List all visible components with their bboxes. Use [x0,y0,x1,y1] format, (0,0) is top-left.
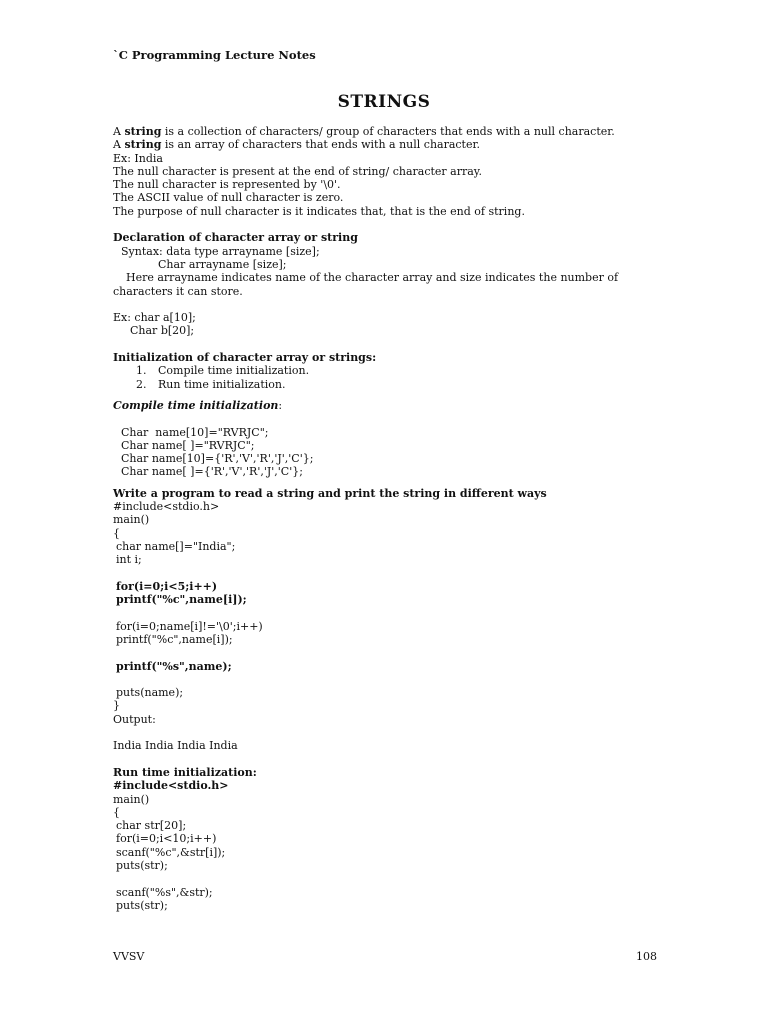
code-line: scanf("%c",&str[i]); [116,845,226,859]
footer-author: VVSV [113,950,145,963]
code-line: int i; [116,553,142,567]
page-number: 108 [636,950,657,963]
definition-prefix: A [113,125,125,138]
code-line: main() [113,513,150,527]
code-line: main() [113,792,150,806]
declaration-explanation: Here arrayname indicates name of the character array and size indicates the number of characters it can store. [113,271,619,298]
definition-line-2 [113,138,658,151]
program-heading: Write a program to read a string and print the string in different ways [113,486,547,500]
definition-term: string [124,125,162,138]
code-line-bold: printf("%s",name); [116,659,232,673]
code-line: puts(str); [116,898,168,912]
initialization-heading: Initialization of character array or strings: [113,351,377,365]
code-line: { [113,526,120,540]
compile-time-heading-text: Compile time initialization [113,398,279,412]
output-label: Output: [113,712,156,726]
code-line: scanf("%s",&str); [116,885,213,899]
code-line: for(i=0;name[i]!='\0';i++) [116,619,263,633]
list-item: 1. Compile time initialization. [150,364,658,377]
definition-term: string [124,138,162,152]
intro-line: The null character is represented by '\0'. [113,178,341,192]
code-line: printf("%c",name[i]); [116,632,233,646]
code-line: puts(name); [116,686,184,700]
example-line: Char b[20]; [130,324,195,338]
run-time-heading: Run time initialization: [113,765,257,779]
definition-prefix: A [113,138,125,152]
code-line: char name[]="India"; [116,539,236,553]
intro-line: The null character is present at the end of string/ character array. [113,164,483,178]
intro-line: The ASCII value of null character is zero. [113,191,344,205]
definition-text: is an array of characters that ends with a null character. [161,138,481,152]
code-line: #include<stdio.h> [113,500,220,514]
code-line: Char name[ ]={'R','V','R','J','C'}; [121,465,303,479]
document-body [113,125,658,912]
syntax-line: Syntax: data type arrayname [size]; [121,244,320,258]
code-line-bold: for(i=0;i<5;i++) [116,579,218,593]
code-line: } [113,699,120,713]
running-header: `C Programming Lecture Notes [113,48,316,62]
code-line: Char name[10]={'R','V','R','J','C'}; [121,452,314,466]
list-item: 2. Run time initialization. [150,378,658,391]
example-line: Ex: char a[10]; [113,311,196,325]
page-title: STRINGS [337,92,431,112]
intro-line: Ex: India [113,151,163,165]
intro-line: The purpose of null character is it indicates that, that is the end of string. [113,204,525,218]
code-line: char str[20]; [116,819,187,833]
code-line: Char name[10]="RVRJC"; [121,425,269,439]
initialization-list [113,364,658,391]
syntax-line: Char arrayname [size]; [158,257,287,271]
code-line: for(i=0;i<10;i++) [116,832,217,846]
code-line: Char name[ ]="RVRJC"; [121,438,255,452]
code-line: { [113,805,120,819]
code-line-bold: printf("%c",name[i]); [116,593,247,607]
declaration-heading: Declaration of character array or string [113,231,358,245]
code-line-bold: #include<stdio.h> [113,779,229,793]
code-line: puts(str); [116,859,168,873]
heading-colon: : [278,398,283,412]
compile-time-heading [113,399,658,412]
definition-text: is a collection of characters/ group of characters that ends with a null character. [161,125,615,138]
definition-line-1 [113,125,658,138]
output-value: India India India India [113,739,238,753]
